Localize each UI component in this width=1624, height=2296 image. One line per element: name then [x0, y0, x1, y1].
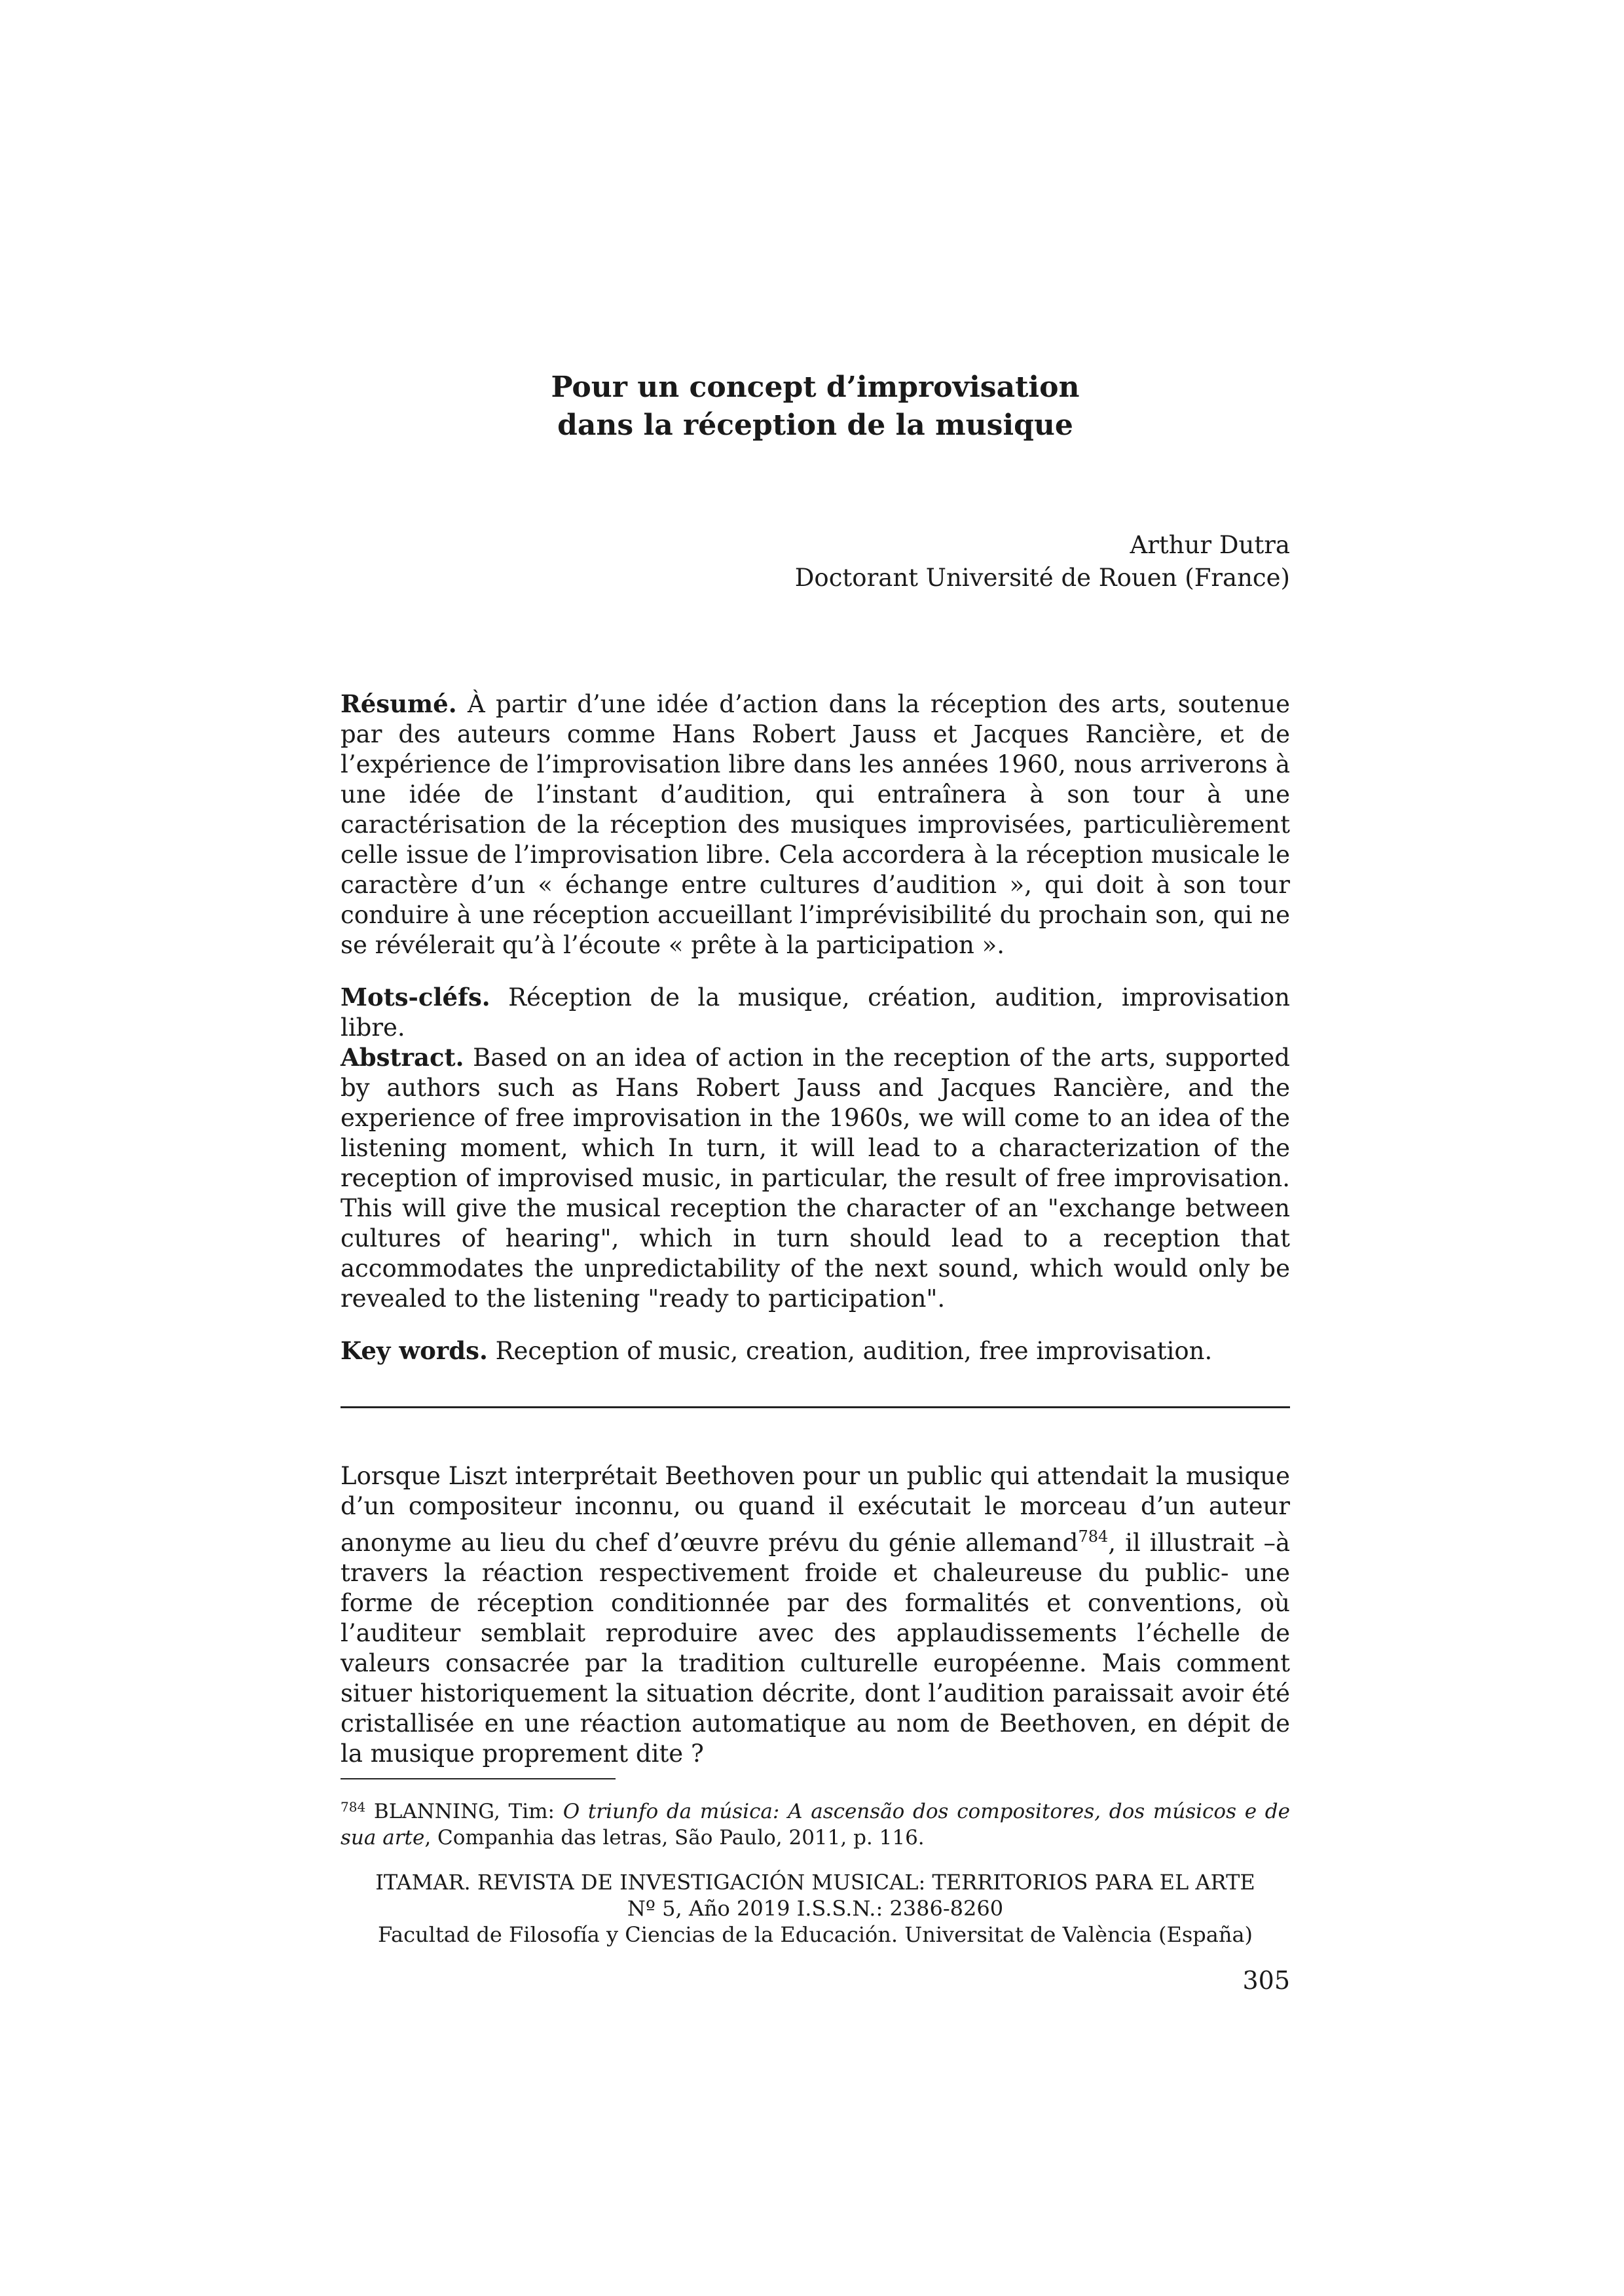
mots-clefs-paragraph [341, 982, 1290, 1043]
author-name: Arthur Dutra [1130, 531, 1290, 559]
body-section [341, 1461, 1290, 1769]
resume-paragraph [341, 689, 1290, 960]
mots-clefs-section [341, 982, 1290, 1043]
footnote-number: 784 [341, 1799, 366, 1815]
body-text-after: , il illustrait –à travers la réaction respectivement froide et chaleureuse du public- une forme de réception conditionnée par des formalités et conventions, où l’auditeur semblait reproduire avec des applaudissements l’échelle de valeurs consacrée par la tradition culturelle européenne. Mais comment situer historiquement la situation décrite, dont l’audition paraissait avoir été cristallisée en une réaction automatique au nom de Beethoven, en dépit de la musique proprement dite ? [341, 1529, 1291, 1768]
footnote-divider [341, 1778, 616, 1779]
mots-clefs-text: Réception de la musique, création, audition, improvisation libre. [341, 983, 1290, 1042]
journal-line-3: Facultad de Filosofía y Ciencias de la Educación. Universitat de València (España) [377, 1922, 1253, 1947]
journal-line-1: ITAMAR. REVISTA DE INVESTIGACIÓN MUSICAL: TERRITORIOS PARA EL ARTE [375, 1870, 1255, 1895]
resume-label: Résumé. [341, 689, 457, 718]
footnote [341, 1794, 1290, 1851]
mots-clefs-label: Mots-cléfs. [341, 983, 490, 1011]
footnote-author: BLANNING, Tim: [365, 1800, 563, 1823]
footnote-title: O triunfo da música: A ascensão dos compositores, dos músicos e de sua arte [341, 1800, 1290, 1850]
journal-footer [341, 1869, 1290, 1948]
abstract-section [341, 1042, 1290, 1314]
footnote-rest: , Companhia das letras, São Paulo, 2011, p. 116. [424, 1826, 925, 1850]
title-line-2: dans la réception de la musique [557, 409, 1073, 442]
title-line-1: Pour un concept d’improvisation [551, 371, 1080, 404]
body-text-before: Lorsque Liszt interprétait Beethoven pour un public qui attendait la musique d’un compositeur inconnu, ou quand il exécutait le morceau d’un auteur anonyme au lieu du chef d’œuvre prévu du génie allemand [341, 1462, 1290, 1557]
journal-line-2: Nº 5, Año 2019 I.S.S.N.: 2386-8260 [627, 1896, 1004, 1921]
page-number: 305 [1242, 1966, 1290, 1995]
section-divider [341, 1406, 1290, 1408]
keywords-text: Reception of music, creation, audition, free improvisation. [487, 1337, 1213, 1365]
keywords-paragraph [341, 1336, 1290, 1366]
keywords-label: Key words. [341, 1336, 488, 1365]
paper-title [341, 369, 1290, 445]
keywords-section [341, 1336, 1290, 1366]
abstract-text: Based on an idea of action in the reception of the arts, supported by authors such as Hans Robert Jauss and Jacques Rancière, and the experience of free improvisation in the 1960s, we will come to an idea of the listening moment, which In turn, it will lead to a characterization of the reception of improvised music, in particular, the result of free improvisation. This will give the musical reception the character of an "exchange between cultures of hearing", which in turn should lead to a reception that accommodates the unpredictability of the next sound, which would only be revealed to the listening "ready to participation". [341, 1044, 1290, 1313]
resume-section [341, 689, 1290, 960]
author-affiliation: Doctorant Université de Rouen (France) [794, 564, 1290, 592]
abstract-label: Abstract. [341, 1043, 464, 1072]
abstract-paragraph [341, 1042, 1290, 1314]
resume-text: À partir d’une idée d’action dans la réception des arts, soutenue par des auteurs comme Hans Robert Jauss et Jacques Rancière, et de l’expérience de l’improvisation libre dans les années 1960, nous arriverons à une idée de l’instant d’audition, qui entraînera à son tour à une caractérisation de la réception des musiques improvisées, particulièrement celle issue de l’improvisation libre. Cela accordera à la réception musicale le caractère d’un « échange entre cultures d’audition », qui doit à son tour conduire à une réception accueillant l’imprévisibilité du prochain son, qui ne se révélerait qu’à l’écoute « prête à la participation ». [341, 690, 1290, 959]
body-paragraph [341, 1461, 1290, 1769]
author-block [795, 529, 1290, 594]
footnote-reference[interactable]: 784 [1078, 1527, 1109, 1546]
